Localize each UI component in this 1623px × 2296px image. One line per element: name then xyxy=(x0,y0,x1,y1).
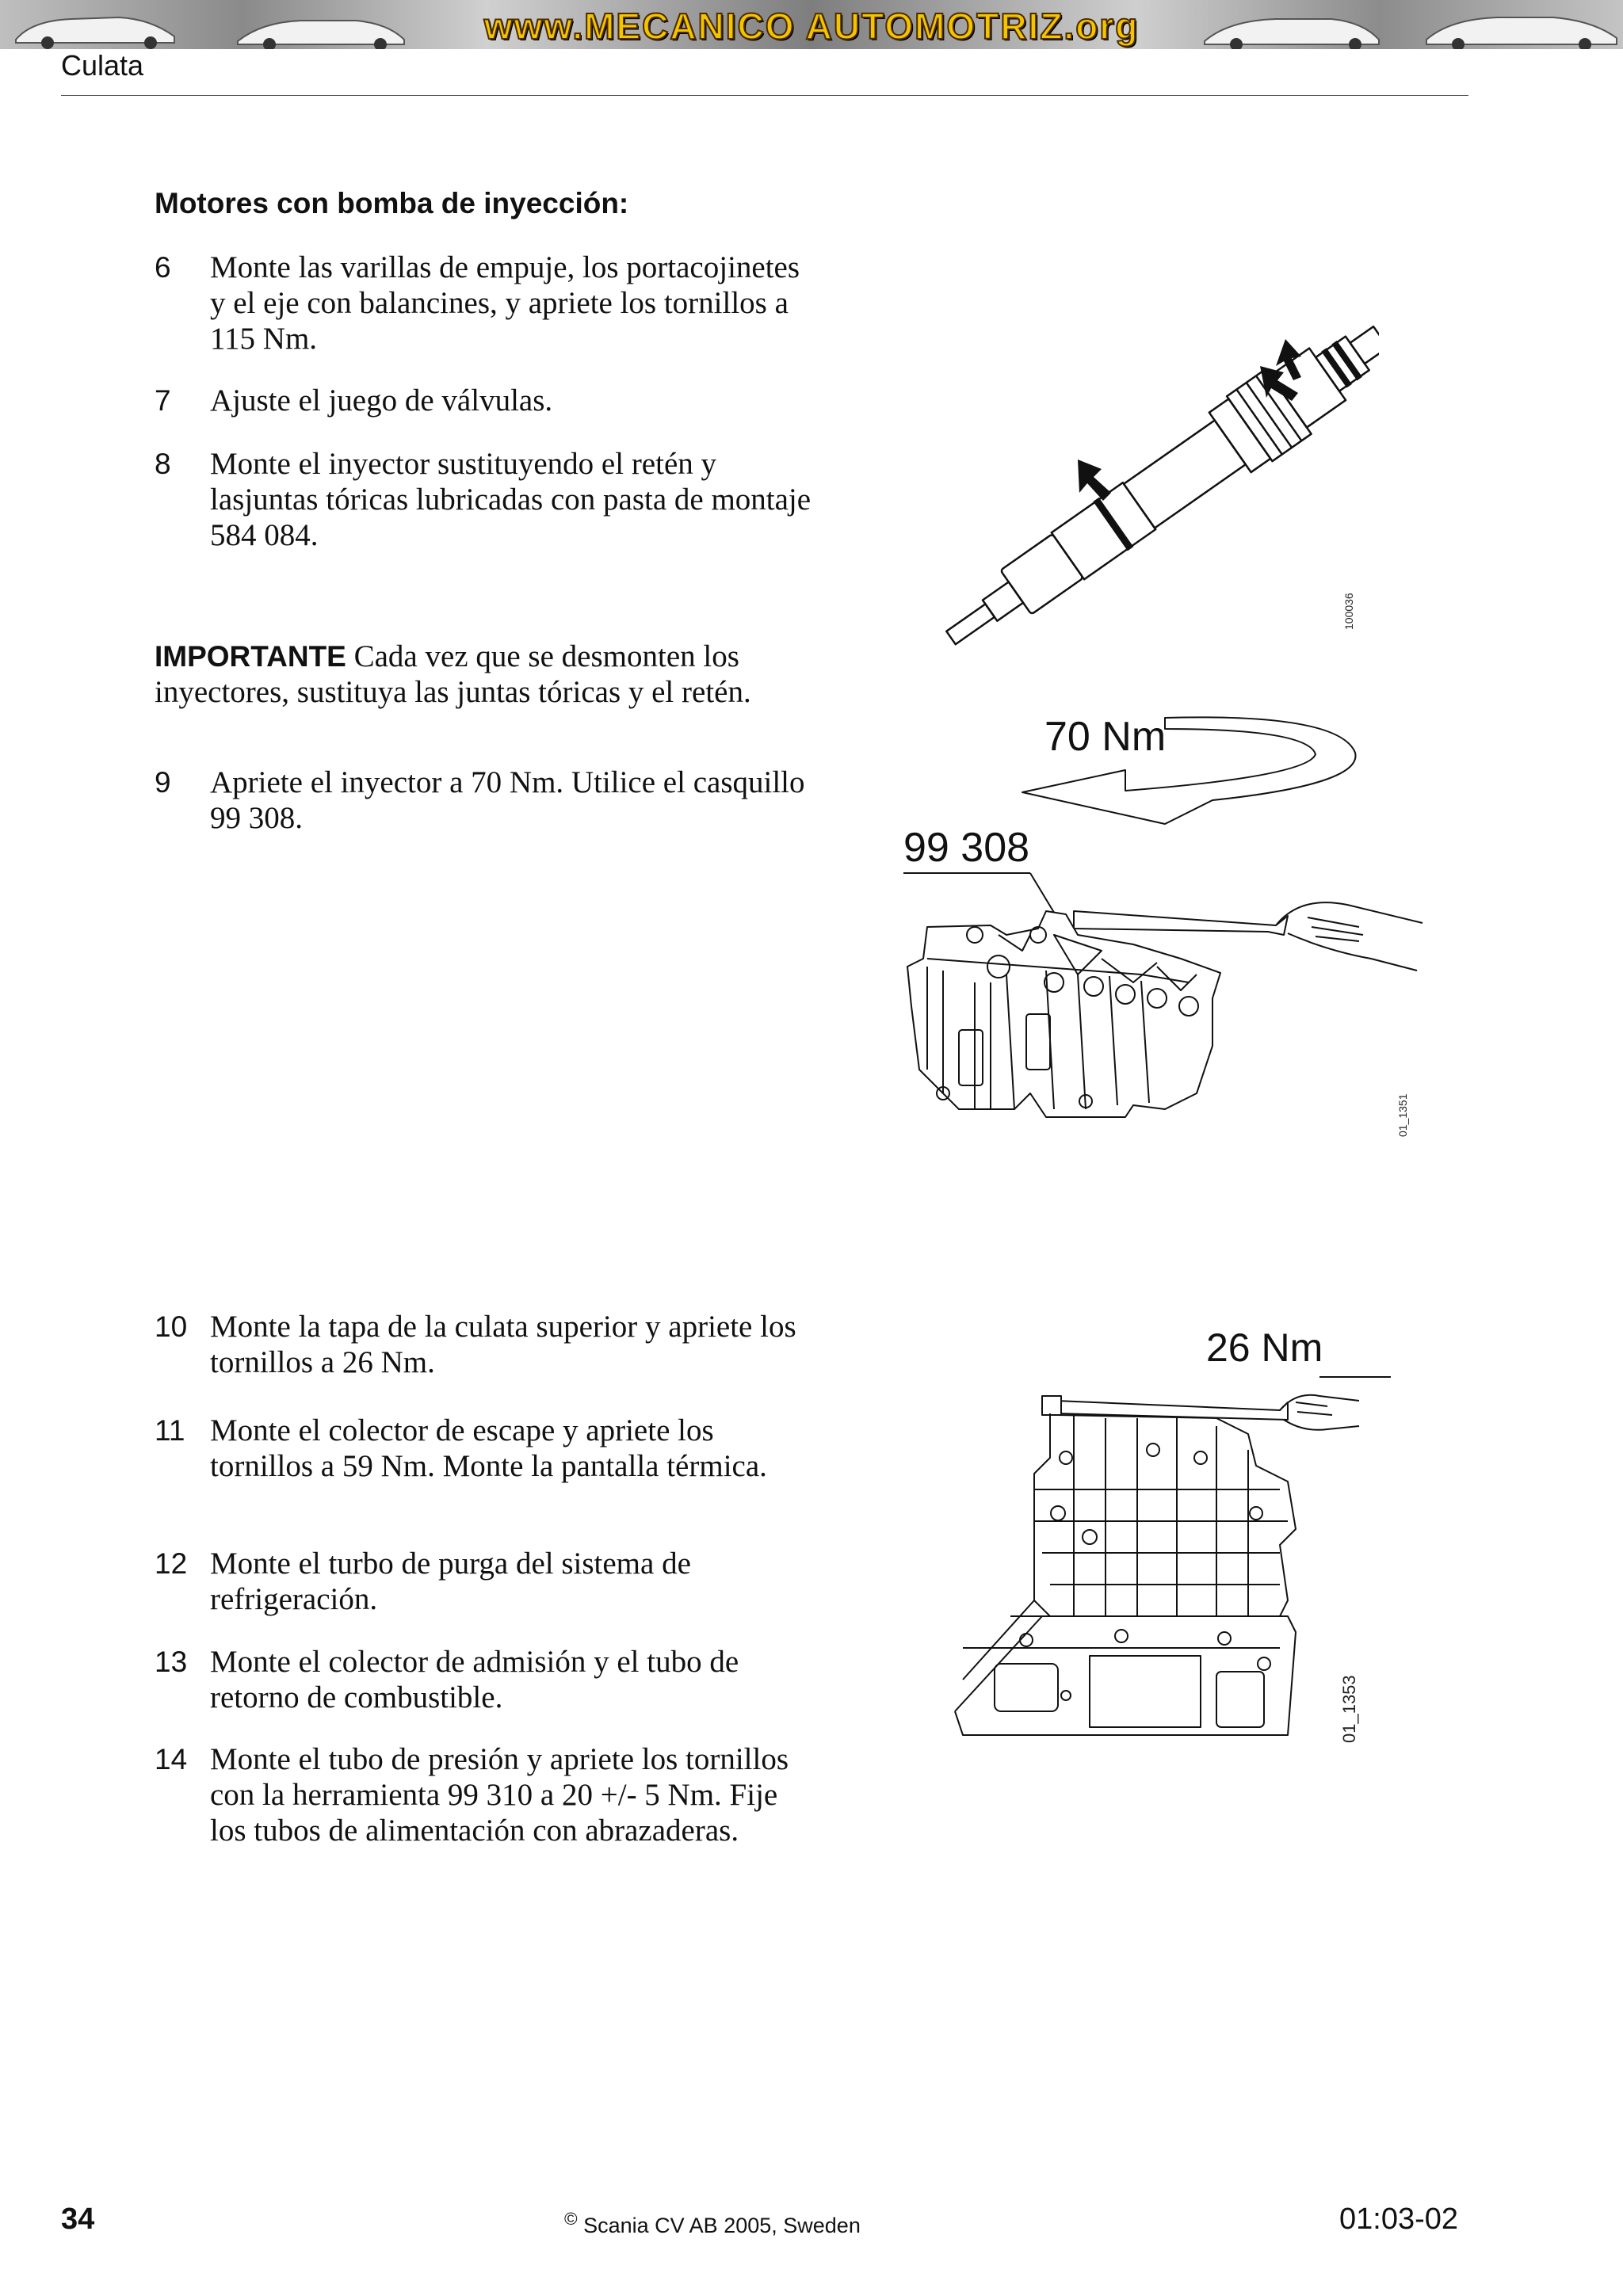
copyright-symbol: © xyxy=(564,2209,578,2229)
important-note xyxy=(155,639,812,710)
copyright-text: Scania CV AB 2005, Sweden xyxy=(577,2214,861,2237)
section-title: Culata xyxy=(61,49,144,82)
step-item xyxy=(155,1644,812,1715)
figure-id: 01_1353 xyxy=(1339,1675,1359,1743)
tool-label: 99 308 xyxy=(903,825,1030,871)
cylinder-head-26nm-illustration xyxy=(947,1363,1407,1751)
step-number: 9 xyxy=(155,766,171,799)
cylinder-head-70nm-illustration xyxy=(896,697,1450,1157)
important-label: IMPORTANTE xyxy=(155,640,346,673)
injector-illustration xyxy=(935,325,1379,658)
site-banner xyxy=(0,0,1623,49)
step-number: 11 xyxy=(155,1414,185,1447)
step-item xyxy=(155,446,812,553)
document-code: 01:03-02 xyxy=(1339,2203,1459,2236)
step-item xyxy=(155,250,812,357)
step-number: 6 xyxy=(155,251,171,284)
step-text: Monte el turbo de purga del sistema de refrigeración. xyxy=(210,1547,691,1616)
step-text: Ajuste el juego de válvulas. xyxy=(210,383,553,418)
step-item xyxy=(155,383,812,418)
torque-label: 26 Nm xyxy=(1206,1325,1323,1370)
step-item xyxy=(155,1413,812,1484)
step-text: Monte el colector de escape y apriete los tornillos a 59 Nm. Monte la pantalla térmica. xyxy=(210,1413,767,1483)
step-text: Monte la tapa de la culata superior y apriete los tornillos a 26 Nm. xyxy=(210,1310,796,1379)
step-number: 7 xyxy=(155,384,171,417)
figure-id: 01_1351 xyxy=(1396,1093,1409,1137)
page-number: 34 xyxy=(61,2203,95,2236)
step-text: Monte el tubo de presión y apriete los tornillos con la herramienta 99 310 a 20 +/- 5 Nm. Fije los tubos de alimentación con abrazaderas. xyxy=(210,1742,789,1848)
copyright xyxy=(564,2209,861,2238)
step-number: 12 xyxy=(155,1547,188,1580)
banner-title[interactable]: www.MECANICO AUTOMOTRIZ.org xyxy=(483,6,1140,47)
step-text: Monte las varillas de empuje, los portacojinetes y el eje con balancines, y apriete los tornillos a 115 Nm. xyxy=(210,250,800,356)
step-number: 8 xyxy=(155,448,171,480)
step-item xyxy=(155,765,812,836)
subsection-heading: Motores con bomba de inyección: xyxy=(155,187,629,219)
step-text: Monte el colector de admisión y el tubo de retorno de combustible. xyxy=(210,1645,739,1714)
torque-label: 70 Nm xyxy=(1044,714,1167,760)
header-divider xyxy=(61,95,1468,96)
step-number: 10 xyxy=(155,1310,188,1343)
step-item xyxy=(155,1309,812,1380)
step-number: 14 xyxy=(155,1743,188,1775)
step-item xyxy=(155,1546,812,1617)
important-text: Cada vez que se desmonten los inyectores, sustituya las juntas tóricas y el retén. xyxy=(155,639,751,709)
step-text: Apriete el inyector a 70 Nm. Utilice el casquillo 99 308. xyxy=(210,765,805,835)
step-item xyxy=(155,1741,812,1848)
figure-id: 100036 xyxy=(1342,593,1355,630)
step-number: 13 xyxy=(155,1646,188,1678)
step-text: Monte el inyector sustituyendo el retén y lasjuntas tóricas lubricadas con pasta de montaje 584 084. xyxy=(210,447,812,552)
